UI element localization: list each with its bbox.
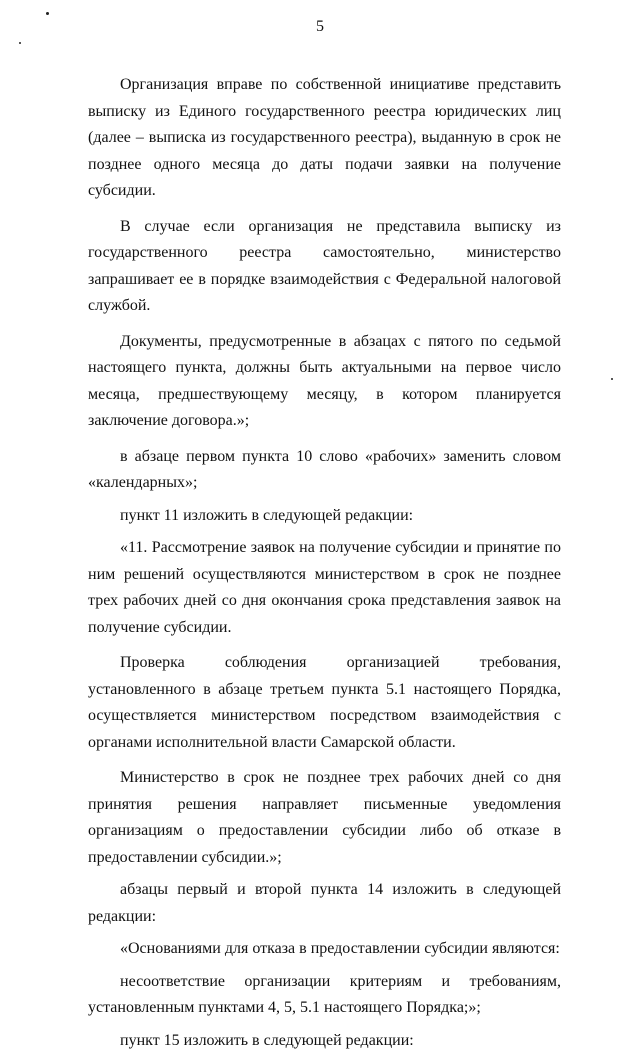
page-number: 5	[0, 18, 640, 36]
paragraph-documents-actuality: Документы, предусмотренные в абзацах с пятого по седьмой настоящего пункта, должны быть актуальными на первое число месяца, предшествующему месяцу, в котором планируется заключение договора.»;	[88, 329, 561, 435]
paragraph-point-11-text: «11. Рассмотрение заявок на получение субсидии и принятие по ним решений осуществляются министерством в срок не позднее трех рабочих дней со дня окончания срока представления заявок на получение субсидии.	[88, 535, 561, 641]
paragraph-requirement-check: Проверка соблюдения организацией требования, установленного в абзаце третьем пункта 5.1 настоящего Порядка, осуществляется министерством посредством взаимодействия с органами исполнительной власти Самарской области.	[88, 650, 561, 756]
paragraph-notification: Министерство в срок не позднее трех рабочих дней со дня принятия решения направляет письменные уведомления организациям о предоставлении субсидии либо об отказе в предоставлении субсидии.»;	[88, 765, 561, 871]
paragraph-point-14-intro: абзацы первый и второй пункта 14 изложить в следующей редакции:	[88, 877, 561, 930]
paragraph-point-11-intro: пункт 11 изложить в следующей редакции:	[88, 503, 561, 530]
paragraph-point-15-intro: пункт 15 изложить в следующей редакции:	[88, 1028, 561, 1054]
paragraph-amend-point-10: в абзаце первом пункта 10 слово «рабочих» заменить словом «календарных»;	[88, 444, 561, 497]
document-body	[88, 72, 561, 1054]
paragraph-registry-request: В случае если организация не представила выписку из государственного реестра самостоятельно, министерство запрашивает ее в порядке взаимодействия с Федеральной налоговой службой.	[88, 214, 561, 320]
paragraph-extract-right: Организация вправе по собственной инициативе представить выписку из Единого государственного реестра юридических лиц (далее – выписка из государственного реестра), выданную в срок не позднее одного месяца до даты подачи заявки на получение субсидии.	[88, 72, 561, 205]
paragraph-refusal-grounds: «Основаниями для отказа в предоставлении субсидии являются:	[88, 936, 561, 963]
scan-speck	[19, 42, 21, 44]
paragraph-noncompliance: несоответствие организации критериям и требованиям, установленным пунктами 4, 5, 5.1 настоящего Порядка;»;	[88, 969, 561, 1022]
scan-speck	[46, 12, 49, 15]
scan-speck	[611, 378, 613, 380]
